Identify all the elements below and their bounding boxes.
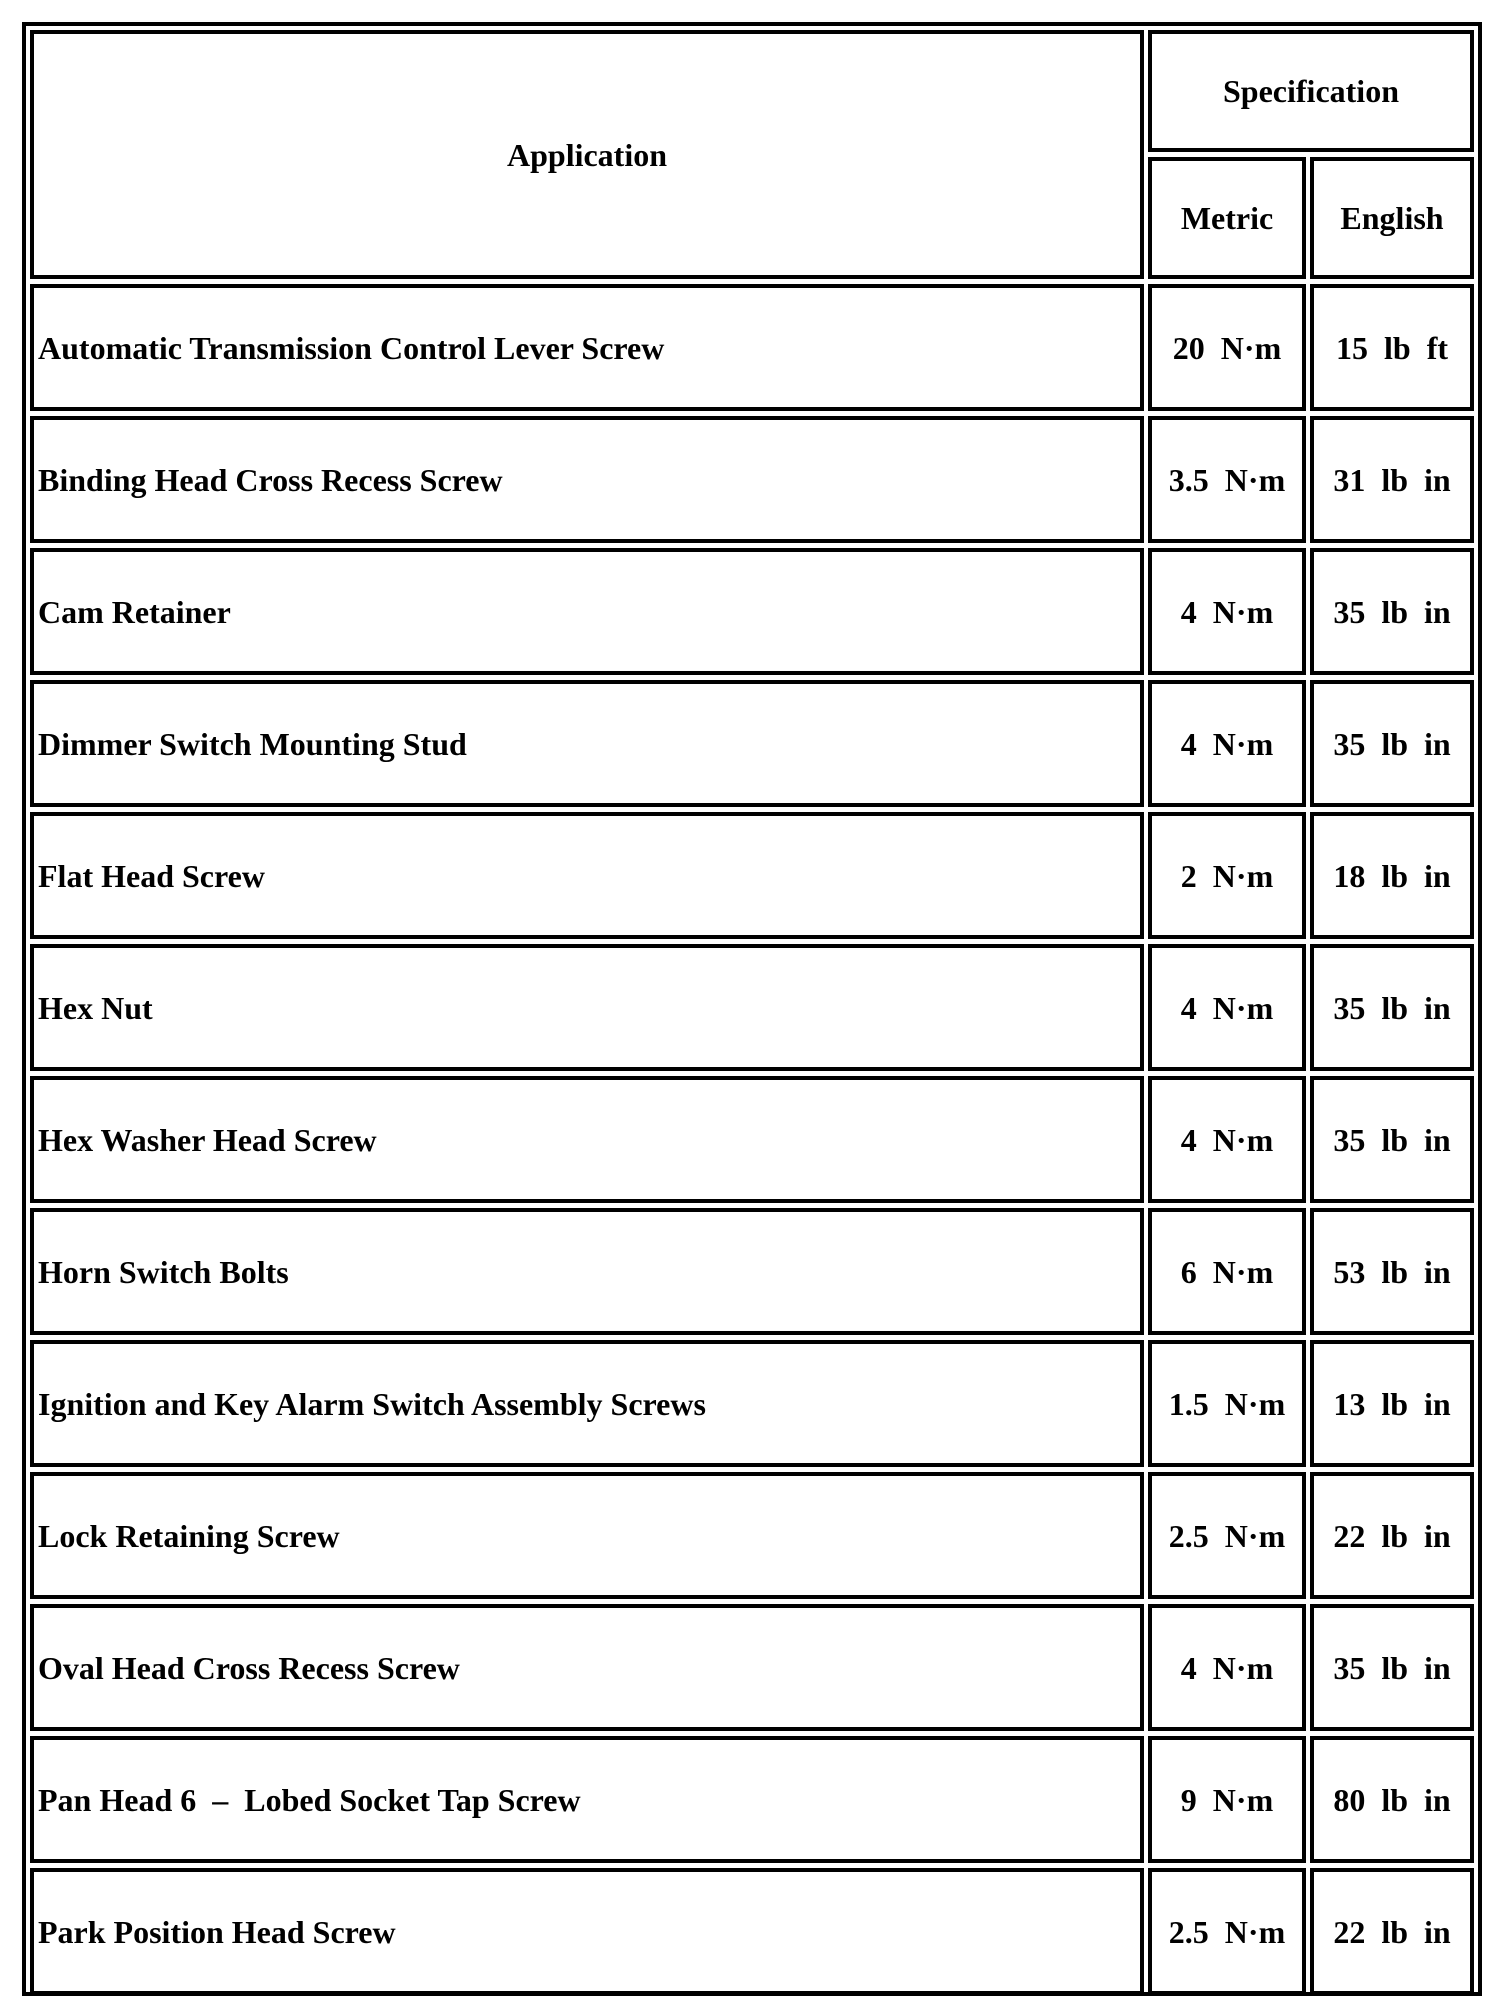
table-row-application-cell xyxy=(30,812,1144,939)
table-row-application-cell xyxy=(30,1868,1144,1995)
table-row-english-cell xyxy=(1310,1340,1474,1467)
table-row-english: 22 lb in xyxy=(1333,1517,1451,1554)
table-row-english: 80 lb in xyxy=(1333,1781,1451,1818)
table-row-english-cell xyxy=(1310,1472,1474,1599)
table-row-english: 35 lb in xyxy=(1333,593,1451,630)
table-row-metric: 2 N·m xyxy=(1180,857,1274,894)
table-row-application: Flat Head Screw xyxy=(38,857,265,894)
table-row-metric-cell xyxy=(1148,1472,1306,1599)
table-row-metric-cell xyxy=(1148,1340,1306,1467)
table-row-metric: 4 N·m xyxy=(1180,725,1274,762)
table-row-english: 18 lb in xyxy=(1333,857,1451,894)
table-row-application-cell xyxy=(30,416,1144,543)
header-metric-cell xyxy=(1148,157,1306,279)
table-row-application-cell xyxy=(30,284,1144,411)
table-row-metric: 1.5 N·m xyxy=(1168,1385,1286,1422)
table-row-application: Automatic Transmission Control Lever Screw xyxy=(38,329,665,366)
table-row-application: Lock Retaining Screw xyxy=(38,1517,340,1554)
table-row-metric-cell xyxy=(1148,1868,1306,1995)
table-row-english: 13 lb in xyxy=(1333,1385,1451,1422)
table-row-metric-cell xyxy=(1148,1076,1306,1203)
table-row-english-cell xyxy=(1310,812,1474,939)
table-row-metric: 4 N·m xyxy=(1180,989,1274,1026)
table-row-english: 35 lb in xyxy=(1333,1649,1451,1686)
table-row-english-cell xyxy=(1310,680,1474,807)
table-row-application-cell xyxy=(30,944,1144,1071)
table-row-english: 15 lb ft xyxy=(1336,329,1448,366)
table-row-application-cell xyxy=(30,1604,1144,1731)
header-english: English xyxy=(1340,200,1444,236)
table-row-metric: 9 N·m xyxy=(1180,1781,1274,1818)
header-application: Application xyxy=(506,136,668,173)
table-row-metric: 4 N·m xyxy=(1180,593,1274,630)
table-row-metric: 2.5 N·m xyxy=(1168,1913,1286,1950)
table-row-application: Hex Nut xyxy=(38,989,153,1026)
table-row-application: Oval Head Cross Recess Screw xyxy=(38,1649,460,1686)
table-row-english: 22 lb in xyxy=(1333,1913,1451,1950)
table-row-english-cell xyxy=(1310,944,1474,1071)
table-row-application-cell xyxy=(30,1736,1144,1863)
table-row-english-cell xyxy=(1310,1076,1474,1203)
table-row-application: Binding Head Cross Recess Screw xyxy=(38,461,503,498)
table-row-application: Park Position Head Screw xyxy=(38,1913,396,1950)
table-row-english-cell xyxy=(1310,548,1474,675)
table-row-metric-cell xyxy=(1148,1604,1306,1731)
table-row-application: Hex Washer Head Screw xyxy=(38,1121,377,1158)
table-row-metric-cell xyxy=(1148,1208,1306,1335)
table-row-application-cell xyxy=(30,1076,1144,1203)
table-row-application: Ignition and Key Alarm Switch Assembly Screws xyxy=(38,1385,706,1422)
header-english-cell xyxy=(1310,157,1474,279)
table-row-metric-cell xyxy=(1148,416,1306,543)
table-row-application: Horn Switch Bolts xyxy=(38,1253,289,1290)
table-row-metric: 20 N·m xyxy=(1172,329,1282,366)
table-row-english-cell xyxy=(1310,1736,1474,1863)
table-row-metric: 2.5 N·m xyxy=(1168,1517,1286,1554)
table-row-english: 31 lb in xyxy=(1333,461,1451,498)
table-row-metric: 6 N·m xyxy=(1180,1253,1274,1290)
table-row-english-cell xyxy=(1310,284,1474,411)
table-row-english-cell xyxy=(1310,1868,1474,1995)
table-row-metric-cell xyxy=(1148,548,1306,675)
table-row-english: 35 lb in xyxy=(1333,1121,1451,1158)
header-specification: Specification xyxy=(1223,73,1399,109)
table-row-application-cell xyxy=(30,680,1144,807)
table-row-application-cell xyxy=(30,548,1144,675)
table-row-metric-cell xyxy=(1148,284,1306,411)
table-row-application-cell xyxy=(30,1340,1144,1467)
header-specification-cell xyxy=(1148,30,1474,152)
table-row-application: Pan Head 6 – Lobed Socket Tap Screw xyxy=(38,1781,581,1818)
table-row-application: Dimmer Switch Mounting Stud xyxy=(38,725,467,762)
table-row-metric-cell xyxy=(1148,1736,1306,1863)
table-row-metric: 4 N·m xyxy=(1180,1649,1274,1686)
table-row-english: 53 lb in xyxy=(1333,1253,1451,1290)
table-row-application-cell xyxy=(30,1472,1144,1599)
header-application-cell xyxy=(30,30,1144,279)
table-row-metric: 3.5 N·m xyxy=(1168,461,1286,498)
table-row-metric-cell xyxy=(1148,944,1306,1071)
table-row-english-cell xyxy=(1310,1604,1474,1731)
table-row-english: 35 lb in xyxy=(1333,725,1451,762)
table-row-application: Cam Retainer xyxy=(38,593,231,630)
table-row-english-cell xyxy=(1310,1208,1474,1335)
header-metric: Metric xyxy=(1180,200,1274,236)
table-row-metric-cell xyxy=(1148,680,1306,807)
table-row-metric: 4 N·m xyxy=(1180,1121,1274,1158)
table-row-english-cell xyxy=(1310,416,1474,543)
table-row-english: 35 lb in xyxy=(1333,989,1451,1026)
table-row-application-cell xyxy=(30,1208,1144,1335)
table-row-metric-cell xyxy=(1148,812,1306,939)
